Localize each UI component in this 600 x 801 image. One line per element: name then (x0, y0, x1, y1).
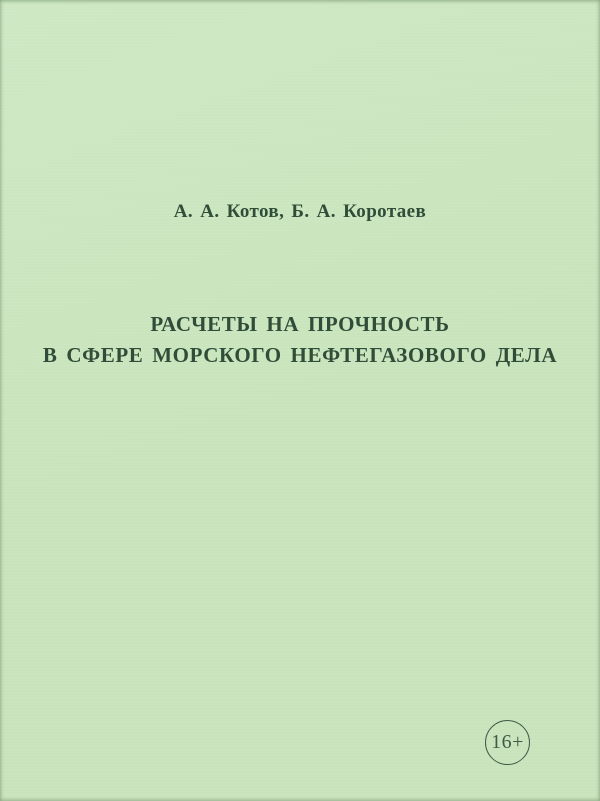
title-line-2: В СФЕРЕ МОРСКОГО НЕФТЕГАЗОВОГО ДЕЛА (42, 343, 558, 367)
title-line-1: РАСЧЕТЫ НА ПРОЧНОСТЬ (150, 312, 450, 336)
age-rating-badge (485, 720, 530, 765)
authors-line: А. А. Котов, Б. А. Коротаев (173, 201, 427, 222)
book-title (0, 309, 600, 371)
age-rating-label: 16+ (491, 731, 524, 753)
